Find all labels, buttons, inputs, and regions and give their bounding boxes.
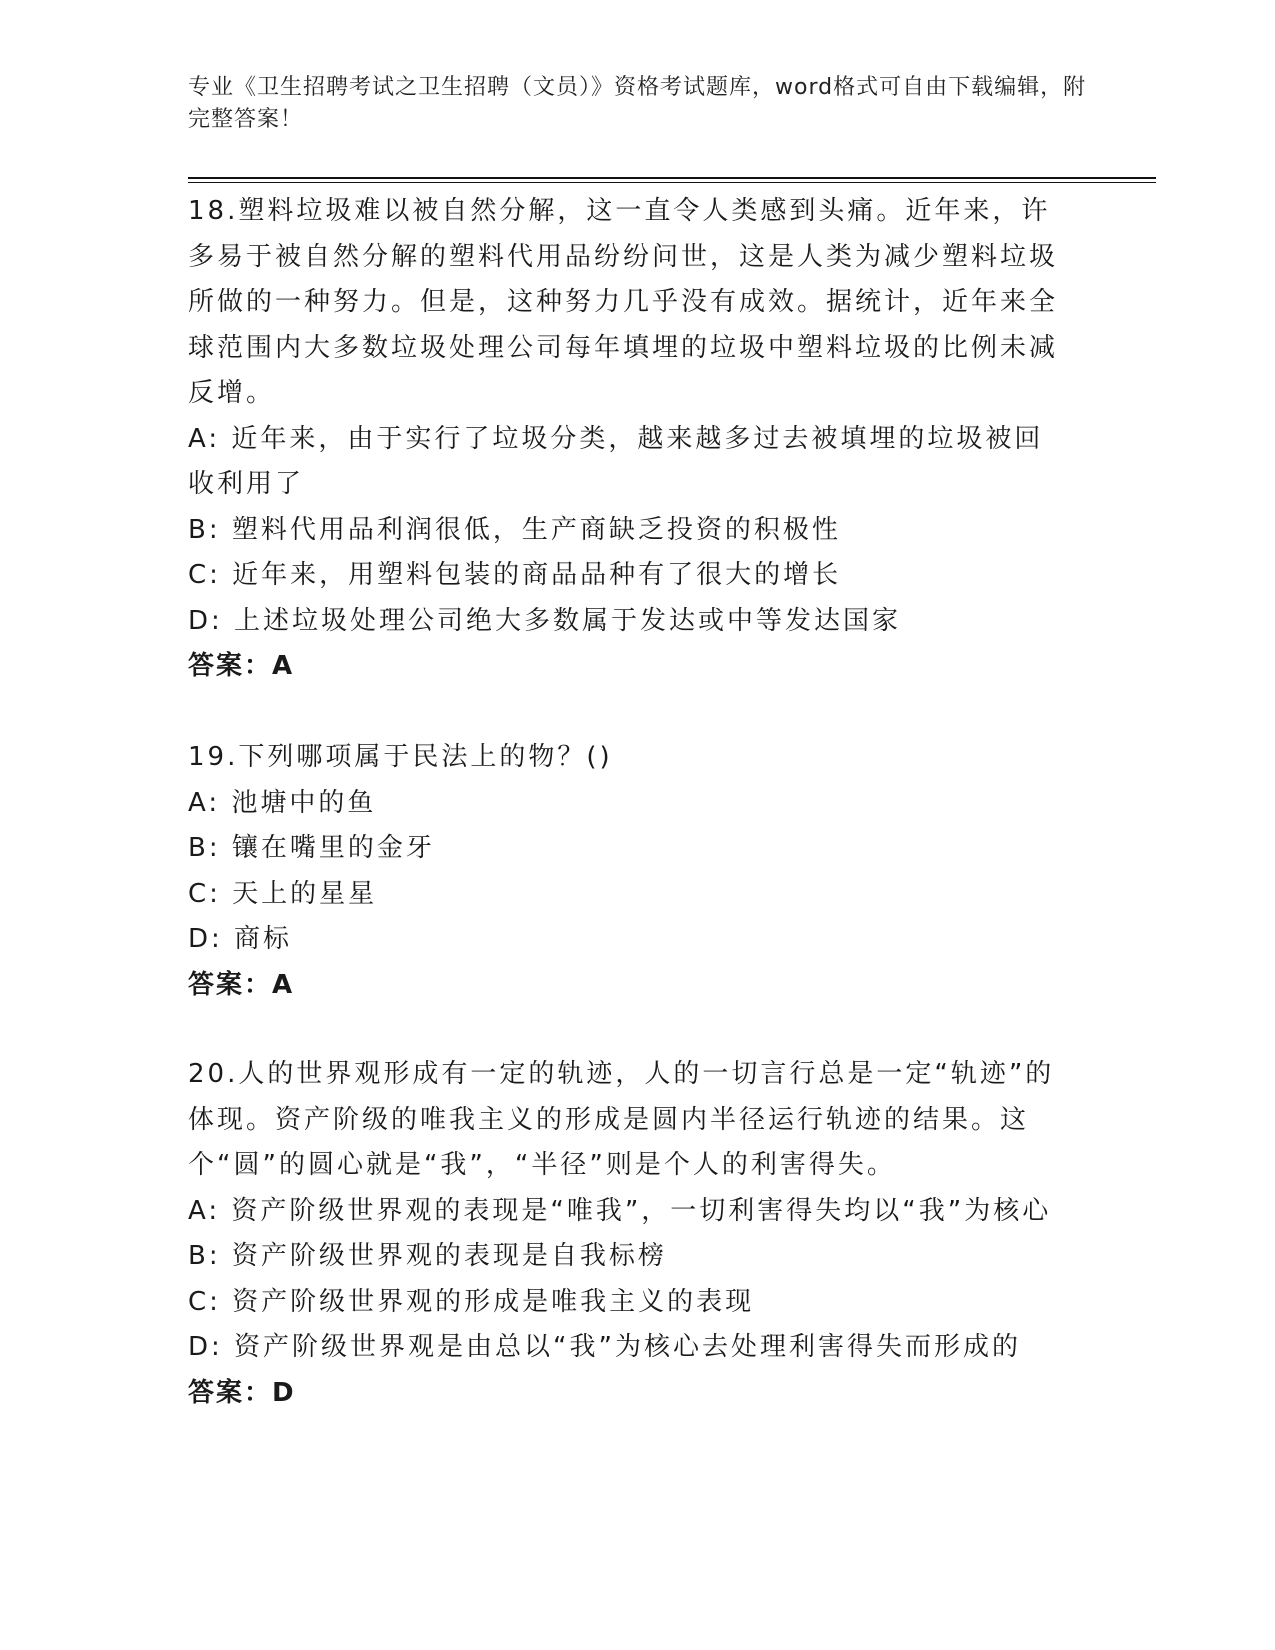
option-c: C: 天上的星星 bbox=[188, 878, 378, 909]
document-header: 专业《卫生招聘考试之卫生招聘（文员）》资格考试题库，word格式可自由下载编辑，附完整答案！ bbox=[188, 75, 1087, 132]
question-stem: 20.人的世界观形成有一定的轨迹，人的一切言行总是一定“轨迹”的体现。资产阶级的唯我主义的形成是圆内半径运行轨迹的结果。这个“圆”的圆心就是“我”，“半径”则是个人的利害得失。 bbox=[188, 1059, 1055, 1180]
option-c: C: 近年来，用塑料包装的商品品种有了很大的增长 bbox=[188, 560, 842, 590]
option-b: B: 镶在嘴里的金牙 bbox=[188, 833, 435, 863]
option-d: D: 商标 bbox=[188, 924, 293, 954]
option-d: D: 上述垃圾处理公司绝大多数属于发达或中等发达国家 bbox=[188, 605, 902, 636]
answer: 答案：D bbox=[188, 1377, 296, 1408]
option-a: A: 资产阶级世界观的表现是“唯我”，一切利害得失均以“我”为核心 bbox=[188, 1195, 1052, 1226]
option-b: B: 资产阶级世界观的表现是自我标榜 bbox=[188, 1241, 667, 1271]
header-divider bbox=[188, 177, 1156, 183]
option-a: A: 池塘中的鱼 bbox=[188, 787, 377, 818]
option-b: B: 塑料代用品利润很低，生产商缺乏投资的积极性 bbox=[188, 514, 841, 545]
option-a: A: 近年来，由于实行了垃圾分类，越来越多过去被填埋的垃圾被回收利用了 bbox=[188, 423, 1044, 499]
option-d: D: 资产阶级世界观是由总以“我”为核心去处理利害得失而形成的 bbox=[188, 1332, 1021, 1362]
answer: 答案：A bbox=[188, 969, 295, 1000]
question-stem: 18.塑料垃圾难以被自然分解，这一直令人类感到头痛。近年来，许多易于被自然分解的塑料代用品纷纷问世，这是人类为减少塑料垃圾所做的一种努力。但是，这种努力几乎没有成效。据统计，近年来全球范围内大多数垃圾处理公司每年填埋的垃圾中塑料垃圾的比例未减反增。 bbox=[188, 196, 1059, 408]
answer: 答案：A bbox=[188, 651, 295, 681]
question-18 bbox=[188, 189, 1068, 690]
option-c: C: 资产阶级世界观的形成是唯我主义的表现 bbox=[188, 1286, 755, 1317]
question-20 bbox=[188, 1052, 1068, 1416]
question-stem: 19.下列哪项属于民法上的物？() bbox=[188, 742, 613, 772]
question-19 bbox=[188, 735, 1068, 1008]
